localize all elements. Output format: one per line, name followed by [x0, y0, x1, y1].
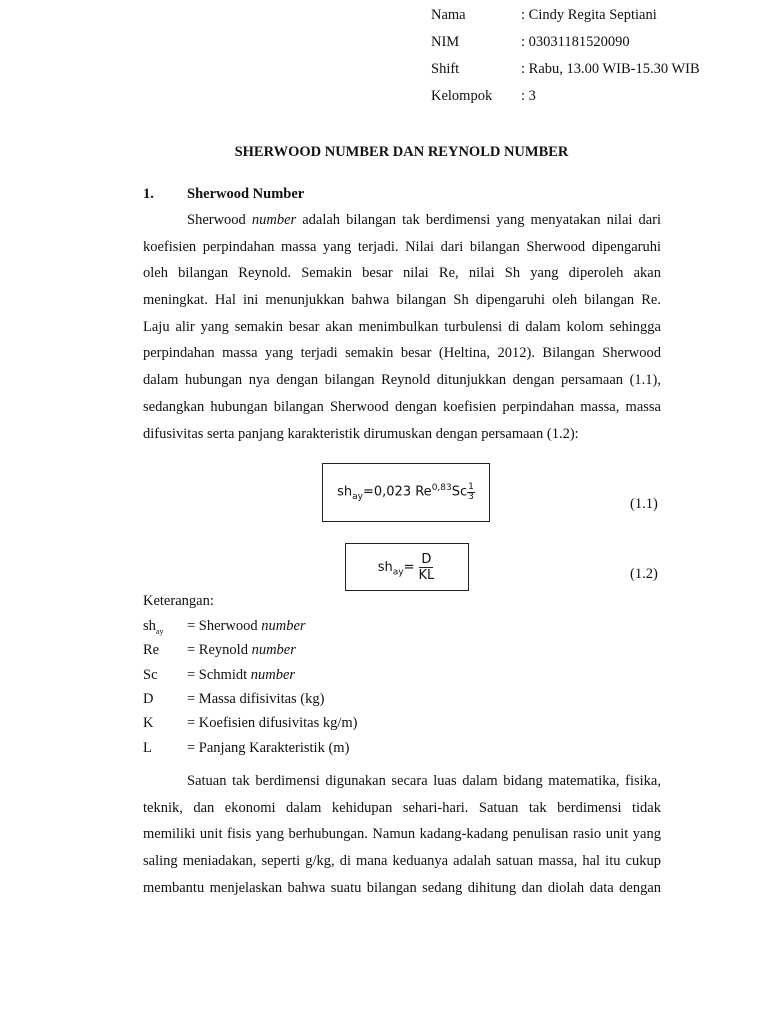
section-number: 1.: [143, 186, 154, 202]
info-label-nim: NIM: [431, 34, 460, 50]
paragraph-line: difusivitas serta panjang karakteristik dirumuskan dengan persamaan (1.2):: [143, 425, 579, 442]
legend-symbol: Sc: [143, 667, 158, 683]
legend-heading: Keterangan:: [143, 593, 214, 609]
equation-1-2-label: (1.2): [630, 566, 658, 582]
paragraph-line: perpindahan massa yang terjadi semakin besar (Heltina, 2012). Bilangan Sherwood: [143, 345, 661, 362]
equation-1-1: [322, 463, 490, 522]
legend-description: = Panjang Karakteristik (m): [187, 740, 350, 756]
paragraph-dimensionless: [143, 768, 661, 901]
paragraph-line: memiliki unit fisis yang berhubungan. Namun kadang-kadang penulisan rasio unit yang: [143, 826, 661, 843]
document-title: SHERWOOD NUMBER DAN REYNOLD NUMBER: [234, 144, 569, 160]
info-label-kelompok: Kelompok: [431, 88, 493, 104]
info-value-nim: : 03031181520090: [521, 34, 630, 50]
equation-1-1-label: (1.1): [630, 496, 658, 512]
paragraph-line: Satuan tak berdimensi digunakan secara luas dalam bidang matematika, fisika,: [187, 773, 661, 789]
legend-description: = Schmidt number: [187, 667, 296, 683]
paragraph-line: dalam hubungan nya dengan bilangan Reynold ditunjukkan dengan persamaan (1.1),: [143, 372, 661, 389]
legend-description: = Massa difisivitas (kg): [187, 691, 325, 707]
legend-description: = Reynold number: [187, 642, 296, 658]
legend-description: = Sherwood number: [187, 618, 306, 634]
paragraph-line: teknik, dan ekonomi dalam kehidupan sehari-hari. Satuan tak berdimensi tidak: [143, 799, 661, 816]
equation-fraction: $\frac{D}{KL}$: [418, 551, 435, 583]
legend-symbol: L: [143, 740, 152, 756]
paragraph-line: membantu menjelaskan bahwa suatu bilangan sedang dihitung dan diolah data dengan: [143, 879, 661, 896]
legend-symbol: D: [143, 691, 154, 707]
legend-symbol: K: [143, 715, 154, 731]
paragraph-line: sedangkan hubungan bilangan Sherwood dengan koefisien perpindahan massa, massa: [143, 398, 661, 415]
equation-1-2-formula: $sh_{ay}=$ $\frac{D}{KL}$: [377, 551, 435, 583]
info-value-kelompok: : 3: [521, 88, 536, 104]
equation-1-1-formula: $sh_{ay}=0,023$ Re$^{0,83}$Sc $\frac{1}{3}$: [337, 482, 474, 503]
paragraph-sherwood: [143, 207, 661, 447]
info-value-nama: : Cindy Regita Septiani: [521, 7, 657, 23]
legend-symbol: $sh_{ay}$: [143, 618, 164, 636]
paragraph-line: koefisien perpindahan massa yang terjadi. Nilai dari bilangan Sherwood dipengaruhi: [143, 238, 661, 255]
paragraph-line: meningkat. Hal ini menunjukkan bahwa bilangan Sh dipengaruhi oleh bilangan Re.: [143, 292, 661, 309]
equation-1-2: [345, 543, 469, 591]
legend-description: = Koefisien difusivitas kg/m): [187, 715, 358, 731]
paragraph-line: saling meniadakan, seperti g/kg, di mana keduanya adalah satuan massa, hal itu cukup: [143, 853, 661, 870]
section-title: Sherwood Number: [187, 186, 305, 202]
info-label-shift: Shift: [431, 61, 460, 77]
info-value-shift: : Rabu, 13.00 WIB-15.30 WIB: [521, 61, 700, 77]
paragraph-line: Laju alir yang semakin besar akan menimbulkan turbulensi di dalam kolom sehingga: [143, 318, 661, 335]
paragraph-line: Sherwood number adalah bilangan tak berdimensi yang menyatakan nilai dari: [187, 212, 661, 228]
paragraph-line: oleh bilangan Reynold. Semakin besar nilai Re, nilai Sh yang diperoleh akan: [143, 265, 661, 282]
legend-symbol: Re: [143, 642, 160, 658]
sc-exponent-fraction: $\frac{1}{3}$: [468, 482, 474, 503]
info-label-nama: Nama: [431, 7, 466, 23]
